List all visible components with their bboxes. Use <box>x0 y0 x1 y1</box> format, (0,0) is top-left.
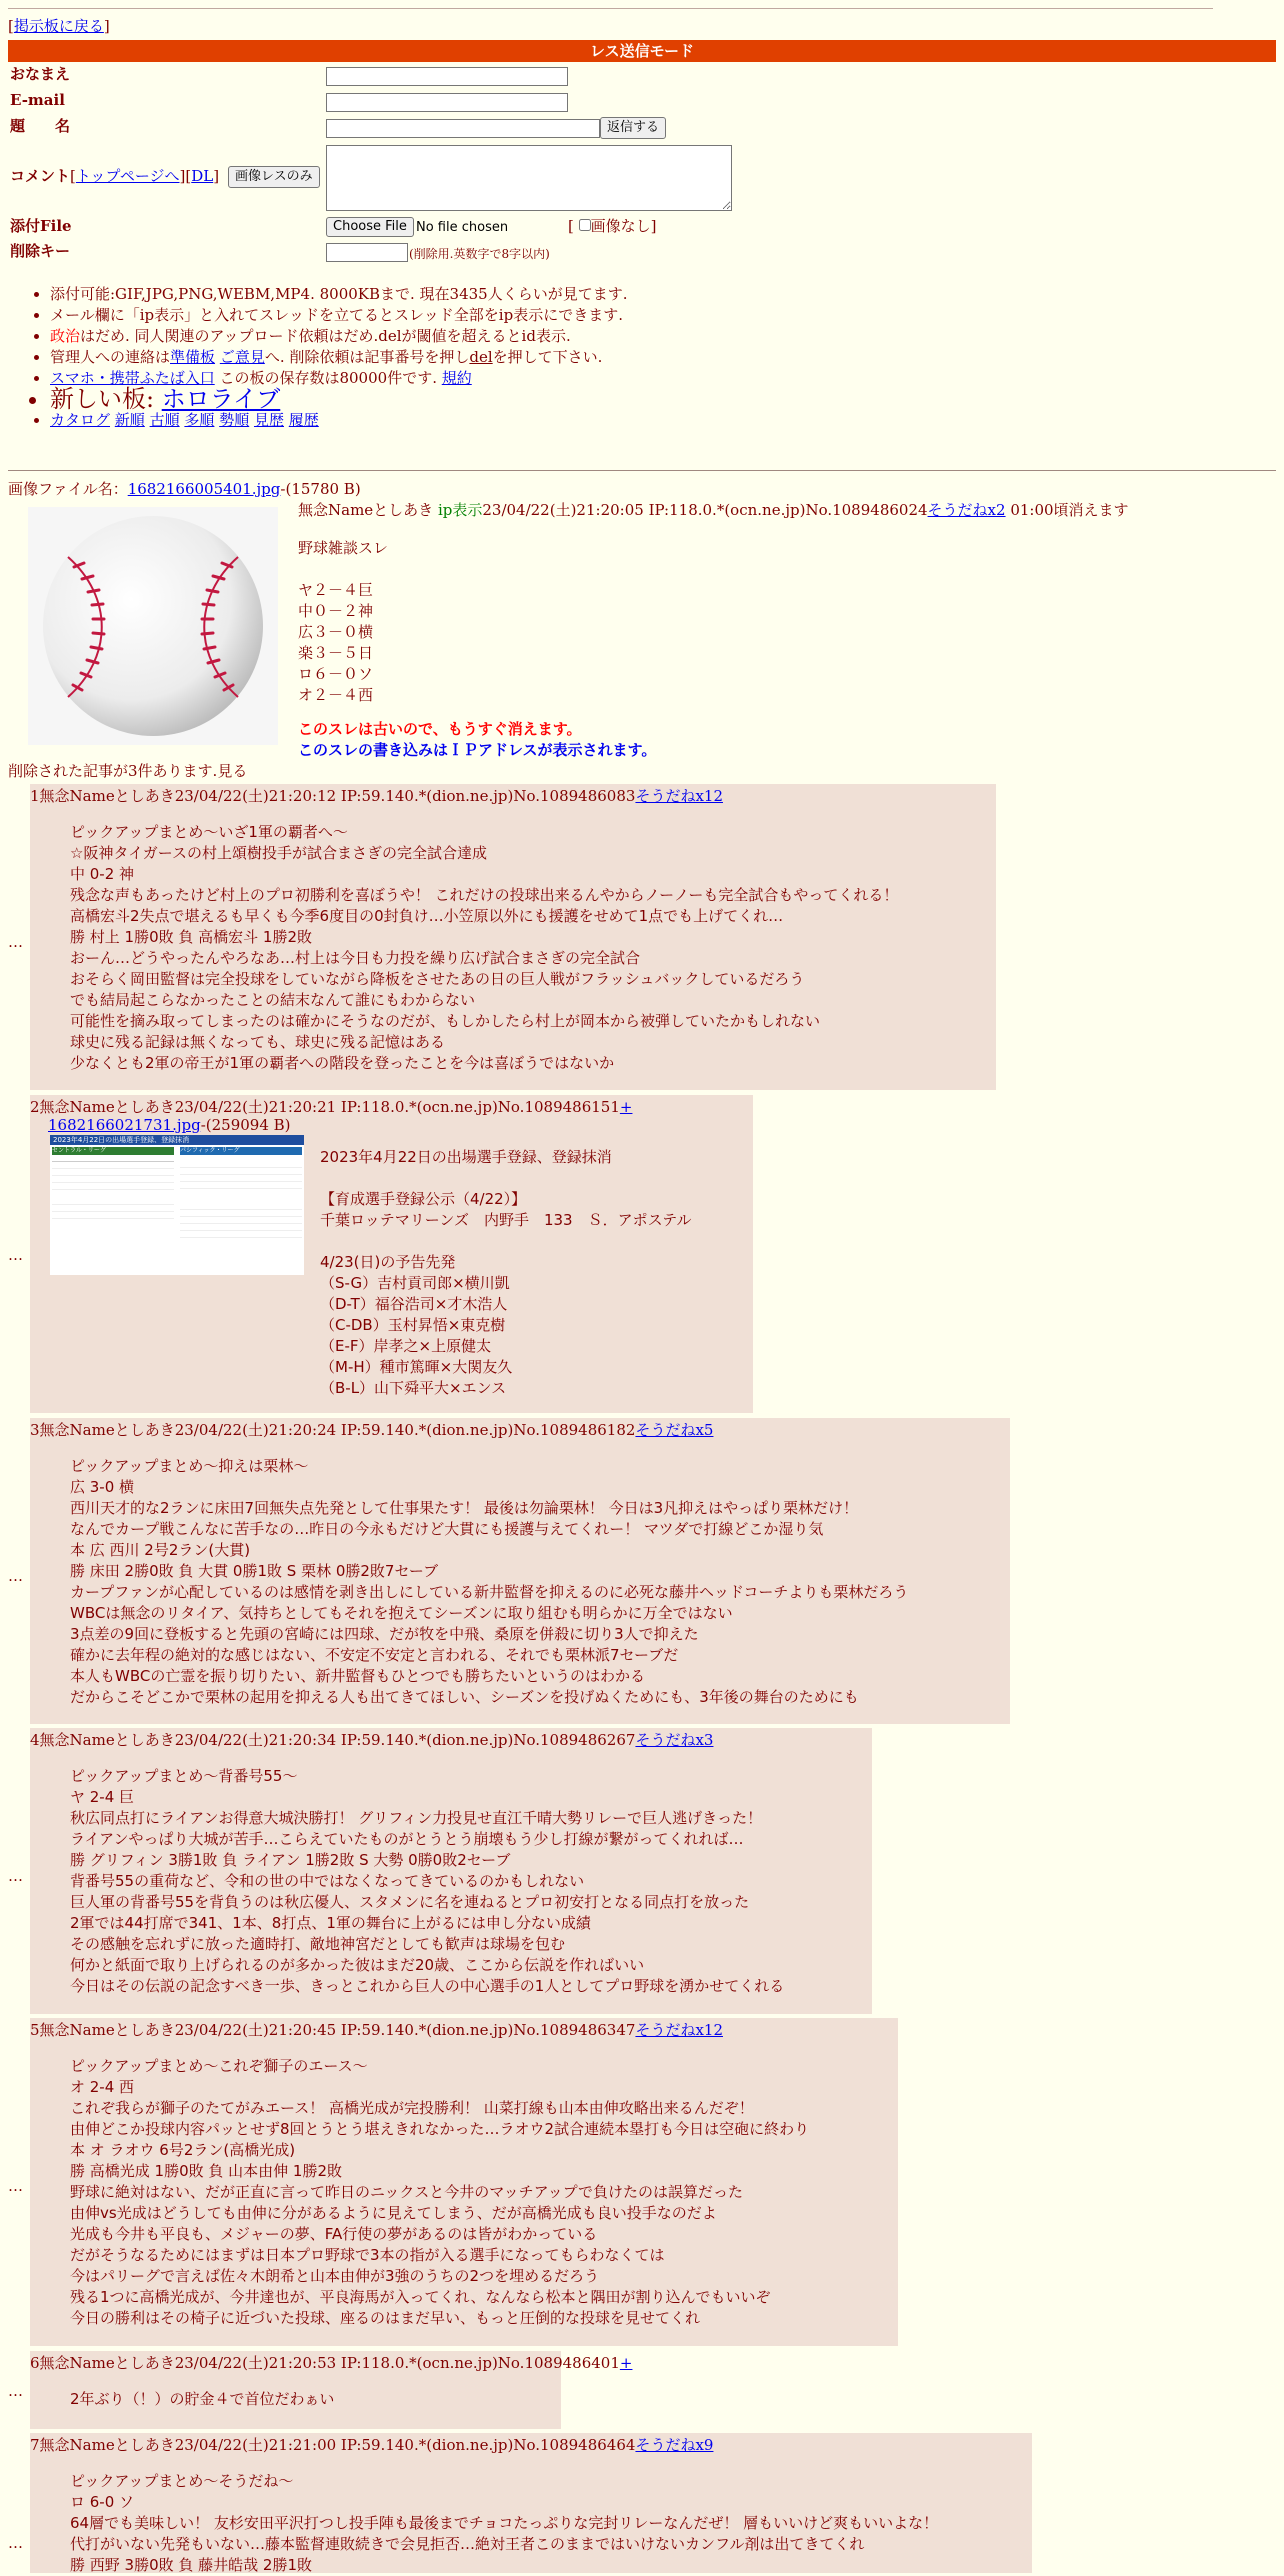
reply-post <box>30 1095 753 1413</box>
reply-line: 2年ぶり（！）の貯金４で首位だわぁい <box>70 2390 335 2408</box>
no-image-label: 画像なし <box>590 217 651 235</box>
op-ip-tag: ip表示 <box>437 501 483 519</box>
reply-line: 少なくとも2軍の帝王が1軍の覇者への階段を登ったことを今は喜ぼうではないか <box>70 1054 615 1072</box>
rule-politics-text: はだめ. 同人関連のアップロード依頼はだめ.delが閾値を超えるとid表示. <box>80 327 571 345</box>
sodane-link[interactable]: そうだねx12 <box>635 2021 723 2039</box>
reply-line: だがそうなるためにはまずは日本プロ野球で3本の指が入る選手になってもらわなくては <box>70 2246 665 2264</box>
reply-line: 本 広 西川 2号2ラン(大貫) <box>70 1541 251 1559</box>
reply-line: （B-L）山下舜平大×エンス <box>320 1379 507 1397</box>
reply-line: 残る1つに高橋光成が、今井達也が、平良海馬が入ってくれ、なんなら松本と隅田が割り込んでもいいぞ <box>70 2288 771 2306</box>
catalog-link[interactable]: カタログ <box>50 411 111 429</box>
prep-board-link[interactable]: 準備板 <box>170 348 216 366</box>
thumb-col2: パシフィック・リーグ <box>180 1147 302 1155</box>
reply-line: 3点差の9回に登板すると先頭の宮崎には四球、だが牧を中飛、桑原を併殺に切り3人で抑えた <box>70 1625 699 1643</box>
reply-body <box>70 2471 938 2576</box>
reply-line: （D-T）福谷浩司×才木浩人 <box>320 1295 508 1313</box>
reply-line: 残念な声もあったけど村上のプロ初勝利を喜ぼうや！ これだけの投球出来るんやからノーノーも完全試合もやってくれる！ <box>70 886 899 904</box>
name-label: おなまえ <box>10 65 71 83</box>
reply-header <box>30 2435 713 2456</box>
sort-momentum-link[interactable]: 勢順 <box>219 411 250 429</box>
reply-header <box>30 2353 632 2374</box>
op-image-thumbnail[interactable] <box>28 507 278 745</box>
reply-line: 4/23(日)の予告先発 <box>320 1253 456 1271</box>
thread-divider <box>8 470 1276 471</box>
reply-body <box>70 1456 908 1708</box>
no-image-checkbox[interactable] <box>579 219 591 231</box>
op-file-size: -(15780 B) <box>280 480 361 498</box>
reply-post <box>30 2433 1032 2573</box>
reply-line: 本 オ ラオウ 6号2ラン(高橋光成) <box>70 2141 296 2159</box>
rule-attachments: • 添付可能:GIF,JPG,PNG,WEBM,MP4. 8000KBまで. 現在3435人くらいが見てます. <box>50 284 1250 305</box>
baseball-image <box>28 507 278 745</box>
sodane-link[interactable]: + <box>619 1098 633 1116</box>
reply-line: 西川天才的な2ランに床田7回無失点先発として仕事果たす！ 最後は勿論栗林！ 今日は3凡抑えはやっぱり栗林だけ！ <box>70 1499 859 1517</box>
reply-line: 今日はその伝説の記念すべき一歩、きっとこれから巨人の中心選手の1人としてプロ野球を湧かせてくれる <box>70 1977 785 1995</box>
reply-line: 中 0-2 神 <box>70 865 135 883</box>
board-rules <box>28 284 1250 431</box>
reply-meta: 7無念Nameとしあき23/04/22(土)21:21:00 IP:59.140.*(dion.ne.jp)No.1089486464 <box>30 2436 636 2454</box>
reply-post <box>30 784 996 1090</box>
reply-line: 2軍では44打席で341、1本、8打点、1軍の舞台に上がるには申し分ない成績 <box>70 1914 591 1932</box>
ip-display-warning: このスレの書き込みはＩＰアドレスが表示されます。 <box>298 741 657 759</box>
reply-line: でも結局起こらなかったことの結末なんて誰にもわからない <box>70 991 476 1009</box>
reply-image-thumbnail[interactable] <box>50 1135 304 1275</box>
reply-marker: … <box>8 1867 23 1885</box>
reply-body <box>70 2056 809 2329</box>
op-file-link[interactable]: 1682166005401.jpg <box>127 480 281 498</box>
return-to-board-link[interactable]: 掲示板に戻る <box>13 17 104 35</box>
reply-line: ☆阪神タイガースの村上頌樹投手が試合まさぎの完全試合達成 <box>70 844 487 862</box>
op-header <box>298 500 1129 521</box>
hololive-board-link[interactable]: ホロライブ <box>161 385 281 413</box>
rule-contact <box>50 347 1250 368</box>
reply-marker: … <box>8 2534 23 2552</box>
comment-label: コメント <box>10 167 71 185</box>
reply-marker: … <box>8 1567 23 1585</box>
op-name: 無念Nameとしあき <box>298 501 434 519</box>
reply-line: 代打がいない先発もいない…藤本監督連敗続きで会見拒否…絶対王者このままではいけないカンフル剤は出てきてくれ <box>70 2535 865 2553</box>
reply-line: 可能性を摘み取ってしまったのは確かにそうなのだが、もしかしたら村上が岡本から被弾していたかもしれない <box>70 1012 821 1030</box>
email-label: E-mail <box>10 91 65 109</box>
sort-old-link[interactable]: 古順 <box>149 411 180 429</box>
reply-meta: 3無念Nameとしあき23/04/22(土)21:20:24 IP:59.140.*(dion.ne.jp)No.1089486182 <box>30 1421 636 1439</box>
comment-textarea[interactable] <box>326 145 732 211</box>
reply-line: なんでカープ戦こんなに苦手なの…昨日の今永もだけど大貫にも援護与えてくれー！ マツダで打線どこか湿り気 <box>70 1520 824 1538</box>
reply-body <box>320 1147 692 1399</box>
reply-line: 球史に残る記録は無くなっても、球史に残る記憶はある <box>70 1033 446 1051</box>
rule-storage-text: この板の保存数は80000件です. <box>214 369 442 387</box>
reply-line: おーん…どうやったんやろなあ…村上は今日も力投を繰り広げ試合まさぎの完全試合 <box>70 949 641 967</box>
op-line: 野球雑談スレ <box>298 539 389 557</box>
reply-line: これぞ我らが獅子のたてがみエース！ 高橋光成が完投勝利！ 山菜打線も山本由伸攻略出来るんだぞ！ <box>70 2099 754 2117</box>
reply-line: （C-DB）玉村昇悟×東克樹 <box>320 1316 506 1334</box>
reply-line: ヤ 2-4 巨 <box>70 1788 135 1806</box>
sodane-link[interactable]: + <box>619 2354 633 2372</box>
rule-delete-end: を押して下さい. <box>492 348 603 366</box>
op-line: ヤ２－４巨 <box>298 581 374 599</box>
reply-header <box>30 1420 713 1441</box>
email-input[interactable] <box>326 93 568 112</box>
reply-line: 千葉ロッテマリーンズ 内野手 133 Ｓ．アポステル <box>320 1211 692 1229</box>
op-line <box>298 559 388 580</box>
comment-label-row: コメント[トップページへ][DL] <box>10 167 220 185</box>
reply-meta: 2無念Nameとしあき23/04/22(土)21:20:21 IP:118.0.*(ocn.ne.jp)No.1089486151 <box>30 1098 620 1116</box>
reply-line: （E-F）岸孝之×上原健太 <box>320 1337 492 1355</box>
reply-meta: 5無念Nameとしあき23/04/22(土)21:20:45 IP:59.140.*(dion.ne.jp)No.1089486347 <box>30 2021 636 2039</box>
reply-line: 由伸どこか投球内容パッとせず8回とうとう堪えきれなかった…ラオウ2試合連続本塁打も今日は空砲に終わり <box>70 2120 810 2138</box>
delete-key-input[interactable] <box>326 243 408 262</box>
catalog-links <box>50 410 1250 431</box>
reply-meta: 1無念Nameとしあき23/04/22(土)21:20:12 IP:59.140.*(dion.ne.jp)No.1089486083 <box>30 787 636 805</box>
thumb-col1: セントラル・リーグ <box>52 1147 174 1155</box>
reply-line: ライアンやっぱり大城が苦手…こらえていたものがとうとう崩壊もう少し打線が繋がってくれれば… <box>70 1830 744 1848</box>
reply-mode-bar: レス送信モード <box>8 40 1276 62</box>
sodane-link[interactable]: そうだねx12 <box>635 787 723 805</box>
reply-line <box>320 1231 692 1252</box>
name-input[interactable] <box>326 67 568 86</box>
del-word: del <box>469 348 493 366</box>
reply-line: カープファンが心配しているのは感情を剥き出しにしている新井監督を抑えるのに必死な藤井ヘッドコーチよりも栗林だろう <box>70 1583 909 1601</box>
sodane-link[interactable]: そうだねx5 <box>635 1421 714 1439</box>
rule-ip-display: • メール欄に「ip表示」と入れてスレッドを立てるとスレッド全部をip表示にできます. <box>50 305 1250 326</box>
reply-meta: 4無念Nameとしあき23/04/22(土)21:20:34 IP:59.140.*(dion.ne.jp)No.1089486267 <box>30 1731 636 1749</box>
reply-line: その感触を忘れずに放った適時打、敵地神宮だとしても歓声は球場を包む <box>70 1935 566 1953</box>
reply-line: 巨人軍の背番号55を背負うのは秋広優人、スタメンに名を連ねるとプロ初安打となる同点打を放った <box>70 1893 750 1911</box>
op-file-prefix: 画像ファイル名： <box>8 480 128 498</box>
reply-line: 【育成選手登録公示（4/22）】 <box>320 1190 527 1208</box>
reply-line: 秋広同点打にライアンお得意大城決勝打！ グリフィン力投見せ直江千晴大勢リレーで巨人逃げきった！ <box>70 1809 763 1827</box>
reply-line: ピックアップまとめ～抑えは栗林～ <box>70 1457 309 1475</box>
politics-word: 政治 <box>50 327 81 345</box>
post-history-link[interactable]: 履歴 <box>288 411 319 429</box>
attach-label: 添付File <box>10 217 72 235</box>
reply-line: だからこそどこかで栗林の起用を抑える人も出てきてほしい、シーズンを投げぬくためにも、3年後の舞台のためにも <box>70 1688 859 1706</box>
reply-line: 野球に絶対はない、だが正直に言って昨日のニックスと今井のマッチアップで負けたのは誤算だった <box>70 2183 744 2201</box>
op-line: 楽３－５日 <box>298 644 374 662</box>
reply-line: おそらく岡田監督は完全投球をしていながら降板をさせたあの日の巨人戦がフラッシュバックしているだろう <box>70 970 805 988</box>
reply-line: オ 2-4 西 <box>70 2078 135 2096</box>
op-line: オ２－４西 <box>298 686 374 704</box>
reply-body <box>70 2389 334 2410</box>
reply-line: 勝 高橋光成 1勝0敗 負 山本由伸 1勝2敗 <box>70 2162 343 2180</box>
rule-delete-text: へ. 削除依頼は記事番号を押し <box>264 348 470 366</box>
sodane-link[interactable]: そうだねx3 <box>635 1731 714 1749</box>
old-thread-warning: このスレは古いので、もうすぐ消えます。 <box>298 720 582 738</box>
reply-line: （M-H）種市篤暉×大関友久 <box>320 1358 513 1376</box>
op-expire-text: 01:00頃消えます <box>1005 501 1129 519</box>
subject-input[interactable] <box>326 119 600 138</box>
thumb-title: 2023年4月22日の出場選手登録、登録抹消 <box>50 1135 304 1145</box>
reply-line: WBCは無念のリタイア、気持ちとしてもそれを抱えてシーズンに取り組むも明らかに万全ではない <box>70 1604 733 1622</box>
sodane-link[interactable]: そうだねx9 <box>635 2436 714 2454</box>
reply-line: 高橋宏斗2失点で堪えるも早くも今季6度目の0封負け…小笠原以外にも援護をせめて1点でも上げてくれ… <box>70 907 784 925</box>
reply-line: 勝 グリフィン 3勝1敗 負 ライアン 1勝2敗 S 大勢 0勝0敗2セーブ <box>70 1851 511 1869</box>
reply-post <box>30 1728 872 2014</box>
reply-marker: … <box>8 2382 23 2400</box>
reply-line: ピックアップまとめ～そうだね～ <box>70 2472 294 2490</box>
terms-link[interactable]: 規約 <box>441 369 472 387</box>
return-link-wrap: [掲示板に戻る] <box>8 17 110 35</box>
reply-line <box>320 1168 692 1189</box>
reply-post <box>30 2351 633 2429</box>
choose-file-button[interactable]: Choose File <box>326 217 414 237</box>
reply-line: 広 3-0 横 <box>70 1478 135 1496</box>
reply-header <box>30 1730 713 1751</box>
op-meta: 23/04/22(土)21:20:05 IP:118.0.*(ocn.ne.jp)No.1089486024 <box>482 501 928 519</box>
subject-label: 題 名 <box>10 117 71 135</box>
op-file-info <box>8 479 361 500</box>
image-only-reply-button[interactable]: 画像レスのみ <box>228 166 320 188</box>
no-file-text: No file chosen <box>416 220 509 235</box>
reply-line: 勝 床田 2勝0敗 負 大貫 0勝1敗 S 栗林 0勝2敗7セーブ <box>70 1562 439 1580</box>
op-body <box>298 538 388 706</box>
no-image-option: [ 画像なし] <box>568 217 657 235</box>
rule-contact-text: 管理人への連絡は <box>50 348 171 366</box>
delete-key-label: 削除キー <box>10 242 71 260</box>
reply-line: 64層でも美味しい！ 友杉安田平沢打つし投手陣も最後までチョコたっぷりな完封リレーなんだぜ！ 層もいいけど爽もいいよな！ <box>70 2514 939 2532</box>
reply-post <box>30 2018 898 2346</box>
reply-marker: … <box>8 2177 23 2195</box>
op-sodane-link[interactable]: そうだねx2 <box>927 501 1006 519</box>
deleted-posts-note[interactable]: 削除された記事が3件あります.見る <box>8 762 248 780</box>
reply-line: 由伸vs光成はどうしても由伸に分があるように見えてしまう、だが高橋光成も良い投手なのだよ <box>70 2204 717 2222</box>
op-line: ロ６－０ソ <box>298 665 374 683</box>
reply-line: 何かと紙面で取り上げられるのが多かった彼はまだ20歳、ここから伝説を作ればいい <box>70 1956 645 1974</box>
reply-file-info <box>48 1115 291 1136</box>
reply-post <box>30 1418 1010 1724</box>
viewed-history-link[interactable]: 見歴 <box>253 411 284 429</box>
reply-marker: … <box>8 933 23 951</box>
reply-body <box>70 1766 784 1997</box>
reply-header <box>30 786 723 807</box>
reply-line: 今はパリーグで言えば佐々木朗希と山本由伸が3強のうちの2つを埋めるだろう <box>70 2267 600 2285</box>
reply-line: 本人もWBCの亡霊を振り切りたい、新井監督もひとつでも勝ちたいというのはわかる <box>70 1667 646 1685</box>
new-board-text: 新しい板: <box>50 385 162 413</box>
reply-line: 確かに去年程の絶対的な感じはない、不安定不安定と言われる、それでも栗林派7セーブだ <box>70 1646 679 1664</box>
sort-new-link[interactable]: 新順 <box>114 411 145 429</box>
reply-line: （S-G）吉村貢司郎×横川凱 <box>320 1274 510 1292</box>
submit-reply-button[interactable]: 返信する <box>600 117 666 139</box>
reply-file-link[interactable]: 1682166021731.jpg <box>48 1116 201 1134</box>
opinion-link[interactable]: ご意見 <box>219 348 265 366</box>
reply-line: 勝 西野 3勝0敗 負 藤井皓哉 2勝1敗 <box>70 2556 313 2574</box>
reply-line: ピックアップまとめ～いざ1軍の覇者へ～ <box>70 823 348 841</box>
reply-marker: … <box>8 1246 23 1264</box>
reply-line: 背番号55の重荷など、令和の世の中ではなくなってきているのかもしれない <box>70 1872 585 1890</box>
new-board-notice <box>50 385 1250 413</box>
reply-line: ピックアップまとめ～背番号55～ <box>70 1767 298 1785</box>
reply-body <box>70 822 898 1074</box>
reply-line: 勝 村上 1勝0敗 負 高橋宏斗 1勝2敗 <box>70 928 313 946</box>
reply-meta: 6無念Nameとしあき23/04/22(土)21:20:53 IP:118.0.*(ocn.ne.jp)No.1089486401 <box>30 2354 620 2372</box>
dl-link[interactable]: DL <box>191 167 214 185</box>
sort-many-link[interactable]: 多順 <box>184 411 215 429</box>
op-line: 中０－２神 <box>298 602 374 620</box>
op-line: 広３－０横 <box>298 623 374 641</box>
toppage-link[interactable]: トップページへ <box>75 167 180 185</box>
reply-line: 光成も今井も平良も、メジャーの夢、FA行使の夢があるのは皆がわかっている <box>70 2225 598 2243</box>
reply-line: 今日の勝利はその椅子に近づいた投球、座るのはまだ早い、もっと圧倒的な投球を見せてくれ <box>70 2309 701 2327</box>
reply-line: ピックアップまとめ～これぞ獅子のエース～ <box>70 2057 368 2075</box>
reply-header <box>30 2020 723 2041</box>
rule-politics <box>50 326 1250 347</box>
top-divider <box>8 8 1213 9</box>
reply-file-size: -(259094 B) <box>200 1116 291 1134</box>
reply-line: 2023年4月22日の出場選手登録、登録抹消 <box>320 1148 612 1166</box>
delete-key-hint: (削除用.英数字で8字以内) <box>409 247 550 261</box>
mobile-entrance-link[interactable]: スマホ・携帯ふたば入口 <box>50 369 215 387</box>
reply-line: ロ 6-0 ソ <box>70 2493 135 2511</box>
